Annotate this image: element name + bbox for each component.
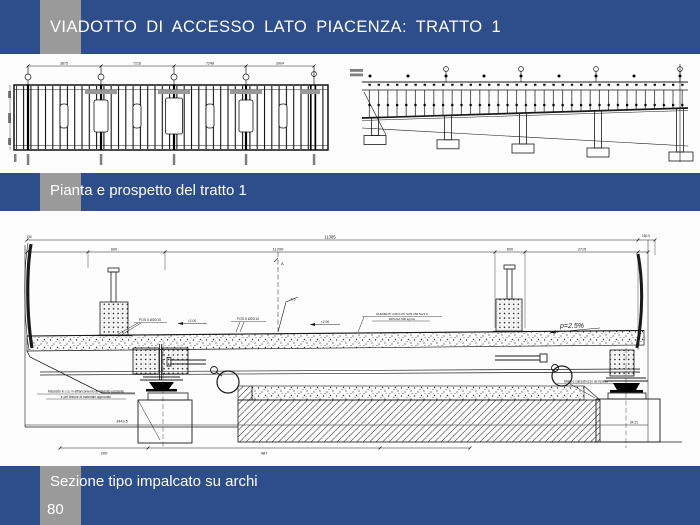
spacing-label-1: =2.00: [187, 319, 197, 323]
rebar-label-2: POS.5 Ø20/10: [236, 317, 260, 321]
plan-dim-2: 7218: [133, 61, 141, 66]
plan-deck-openings: [60, 98, 287, 134]
arch-fill-block: [238, 386, 600, 442]
dim-lane-right: 2715: [578, 247, 586, 252]
plan-dim-4: 3904: [276, 61, 284, 66]
center-support: [133, 344, 192, 448]
deck-note-line1: ELEMENTI CIRCUITI SCR 250 Sa/1.0: [376, 312, 428, 316]
axis-mark: A: [281, 261, 284, 266]
spacing-label-2: =2.00: [320, 320, 330, 324]
deck-note-line2: MIPHSA 500 kg/mq: [388, 316, 416, 321]
left-barrier: [97, 268, 132, 336]
section-deck: [27, 331, 644, 394]
plan-dim-3: 7248: [206, 61, 214, 66]
dim-overall: 11385: [324, 234, 336, 240]
elevation-drawing: [350, 62, 698, 166]
title-bar: [0, 0, 700, 54]
dim-arch-cap: 487: [260, 450, 268, 456]
rebar-label-1: POS.5 Ø20/10: [138, 318, 162, 322]
left-edge-beam: [28, 244, 32, 348]
dim-level: 34.21: [629, 420, 639, 425]
elev-micro-text-blobs: [350, 69, 363, 76]
dim-roadway: 11200: [272, 246, 284, 252]
foundation-note-line1: Massetto in c.a. in affiancamento al Viadotto esistente: [47, 389, 125, 394]
foundation-note-line2: e per finiture di materiale approvato: [60, 394, 112, 399]
elev-terrain-line: [362, 128, 688, 146]
rebar-labels: [118, 317, 340, 335]
plan-dimension-line: [27, 62, 316, 68]
section-drawing: [10, 210, 690, 462]
dim-edge-right: 150.5: [642, 234, 650, 238]
right-barrier: [493, 265, 527, 332]
page-number: 80: [47, 501, 64, 518]
caption-section-text: Sezione tipo impalcato su archi: [50, 473, 258, 490]
mortar-note-text: Malta e calcestruzzo da ripresa: [563, 379, 609, 384]
section-centerline: [274, 252, 298, 332]
foundation-note: [37, 390, 135, 400]
plan-axis-markers: [25, 66, 316, 85]
dim-barrier-left: 600: [111, 247, 117, 252]
elev-axis-bubbles: [444, 67, 683, 82]
elev-top-dots: [369, 75, 682, 78]
elev-deck: [362, 82, 688, 90]
slide-title: VIADOTTO DI ACCESSO LATO PIACENZA: TRATTO 1: [50, 18, 502, 36]
caption-plan-text: Pianta e prospetto del tratto 1: [50, 182, 247, 199]
dim-barrier-right: 600: [507, 247, 513, 252]
plan-dim-1: 3875: [60, 61, 68, 66]
plan-deck: [14, 85, 328, 150]
slope-text: p=2.5%: [560, 323, 584, 330]
right-support: [596, 348, 660, 448]
dim-plinth: 200: [100, 450, 108, 456]
dim-edge-left: 150: [26, 235, 32, 239]
caption-plan-bar: [0, 173, 700, 211]
deck-note: [358, 312, 442, 332]
plan-drawing: [8, 58, 348, 170]
dim-found-width: 3443.5: [116, 419, 128, 424]
slope-angle: 4.5: [290, 297, 296, 302]
caption-section-bar: [0, 466, 700, 525]
